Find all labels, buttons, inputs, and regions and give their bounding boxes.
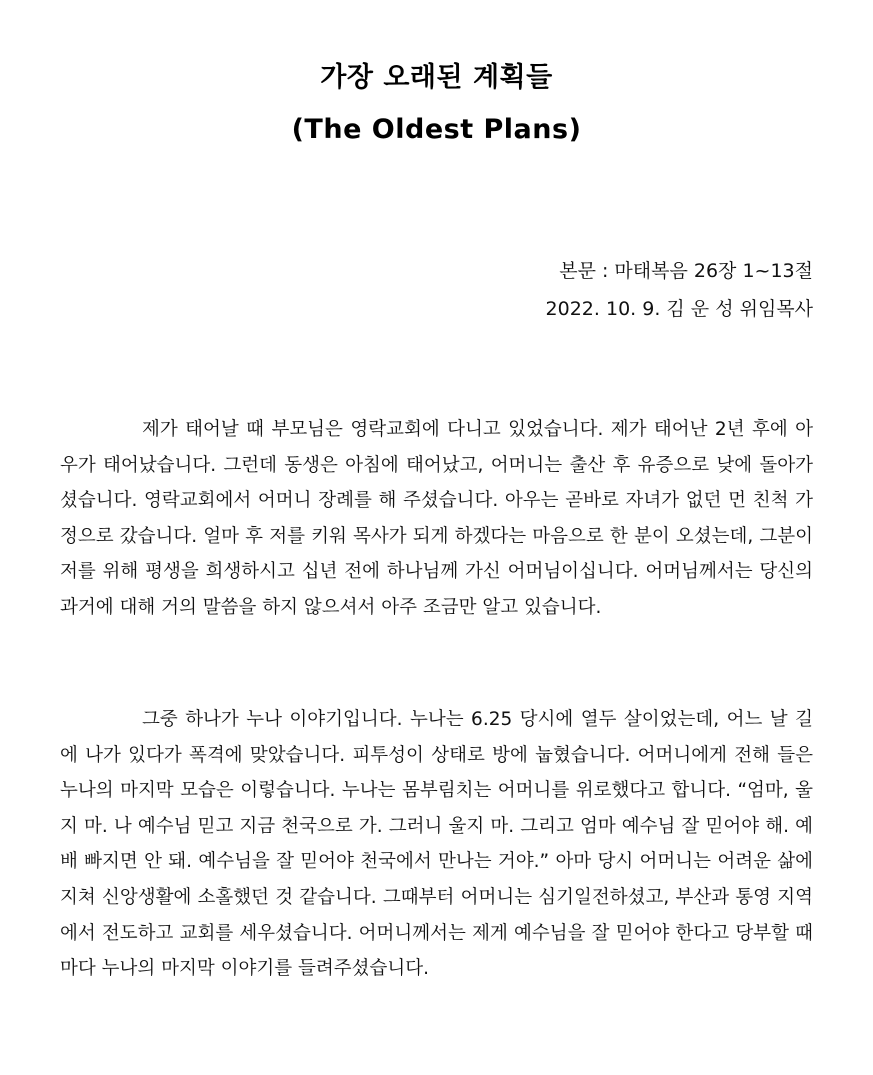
date-author: 2022. 10. 9. 김 운 성 위임목사: [545, 298, 813, 320]
body-paragraph: [60, 412, 813, 626]
page-subtitle: (The Oldest Plans): [291, 114, 582, 145]
paragraph-text: 그중 하나가 누나 이야기입니다. 누나는 6.25 당시에 열두 살이었는데, 어느 날 길에 나가 있다가 폭격에 맞았습니다. 피투성이 상태로 방에 눕혔습니다. 어머니에게 전해 들은 누나의 마지막 모습은 이렇습니다. 누나는 몸부림치는 어머니를 위로했다고 합니다. “엄마, 울지 마. 나 예수님 믿고 지금 천국으로 가. 그러니 울지 마. 그리고 엄마 예수님 잘 믿어야 해. 예배 빠지면 안 돼. 예수님을 잘 믿어야 천국에서 만나는 거야.” 아마 당시 어머니는 어려운 삶에 지쳐 신앙생활에 소홀했던 것 같습니다. 그때부터 어머니는 심기일전하셨고, 부산과 통영 지역에서 전도하고 교회를 세우셨습니다. 어머니께서는 제게 예수님을 잘 믿어야 한다고 당부할 때마다 누나의 마지막 이야기를 들려주셨습니다.: [60, 709, 813, 980]
paragraph-text: 제가 태어날 때 부모님은 영락교회에 다니고 있었습니다. 제가 태어난 2년 후에 아우가 태어났습니다. 그런데 동생은 아침에 태어났고, 어머니는 출산 후 유증으로 낮에 돌아가셨습니다. 영락교회에서 어머니 장례를 해 주셨습니다. 아우는 곧바로 자녀가 없던 먼 친척 가정으로 갔습니다. 얼마 후 저를 키워 목사가 되게 하겠다는 마음으로 한 분이 오셨는데, 그분이 저를 위해 평생을 희생하시고 십년 전에 하나님께 가신 어머님이십니다. 어머님께서는 당신의 과거에 대해 거의 말씀을 하지 않으셔서 아주 조금만 알고 있습니다.: [60, 419, 813, 618]
body-paragraph: [60, 702, 813, 987]
page-title: 가장 오래된 계획들: [320, 62, 553, 93]
scripture-reference: 본문 : 마태복음 26장 1~13절: [559, 260, 813, 282]
sermon-meta: [546, 252, 813, 328]
title-block: [0, 52, 873, 156]
